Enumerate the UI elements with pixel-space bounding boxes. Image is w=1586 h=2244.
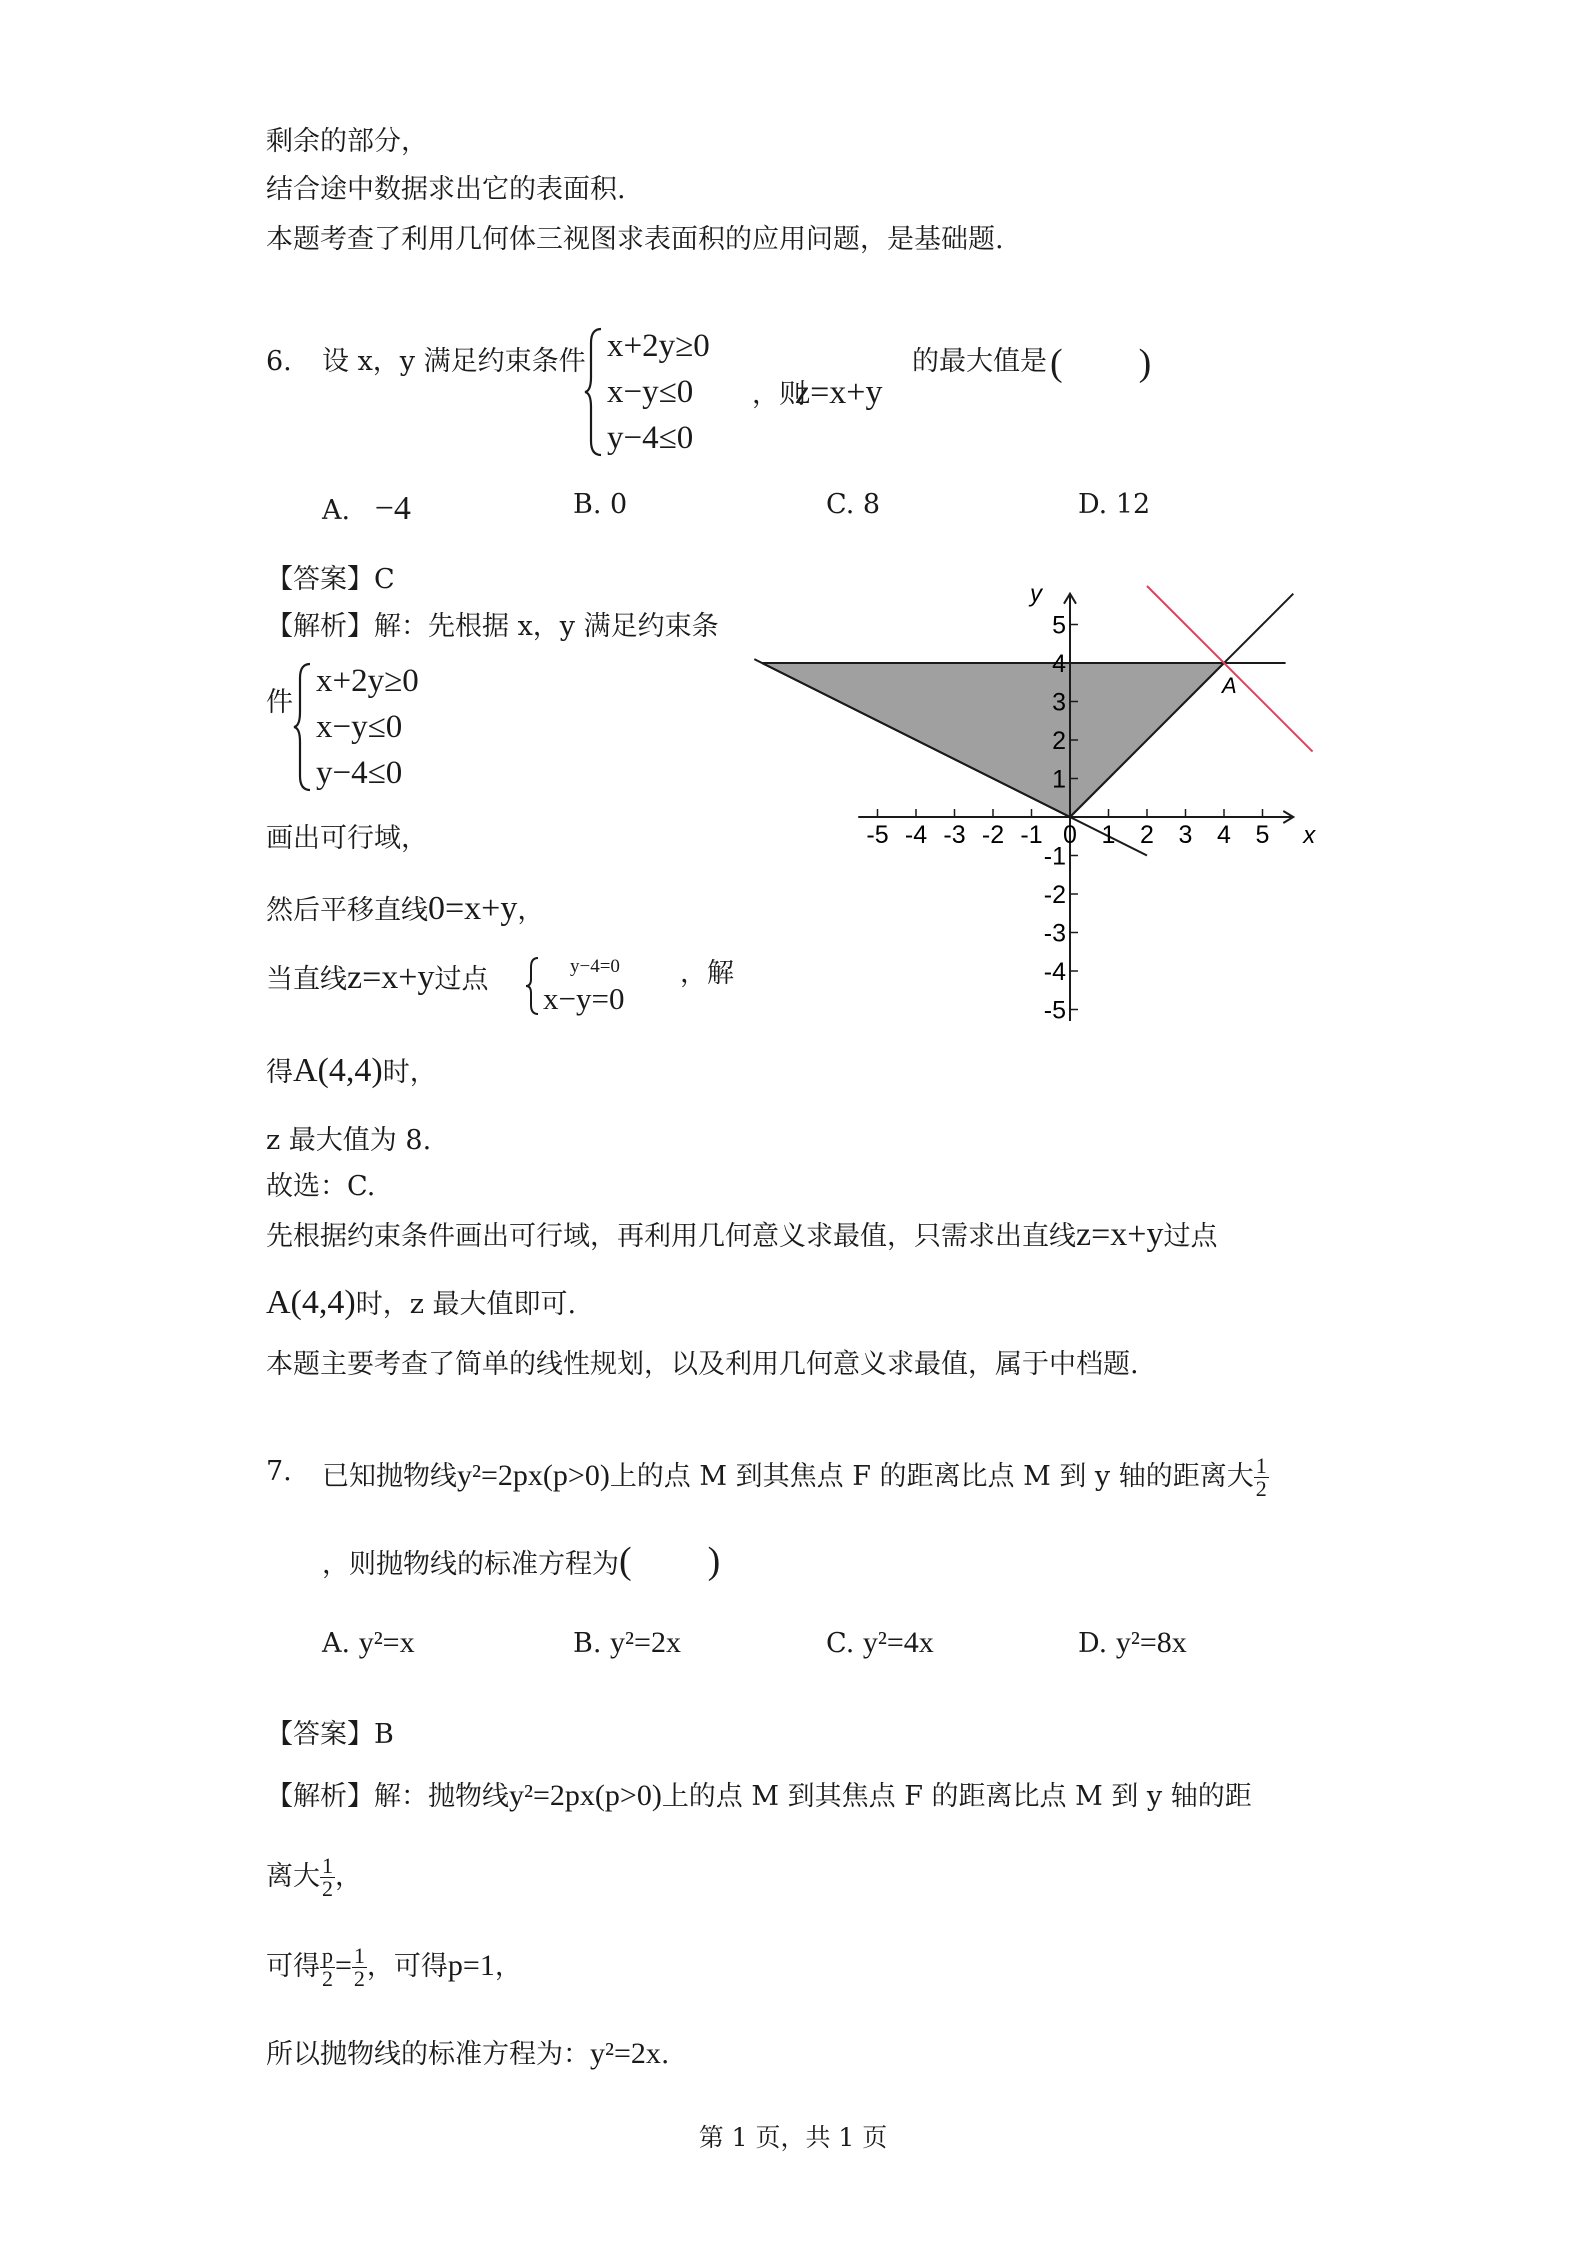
q6-option-a — [322, 488, 411, 531]
q7-analysis-fraction — [320, 1855, 335, 1900]
q7-option-c — [826, 1624, 934, 1662]
q6-step-pass-prefix: 当直线 — [266, 964, 347, 995]
q7-derive-half-num: 1 — [353, 1943, 365, 1968]
x-tick-label: -5 — [866, 821, 889, 849]
q6-analysis-prefix: 【解析】解：先根据 x，y 满足约束条 — [266, 611, 719, 642]
q7-analysis-frac-num: 1 — [322, 1853, 333, 1878]
q6-step-shift-prefix: 然后平移直线 — [266, 895, 428, 926]
x-tick-label: 5 — [1255, 821, 1270, 849]
q6-number: 6. — [266, 346, 292, 377]
q6-option-d — [1078, 488, 1150, 522]
q6-option-b-letter: B. — [573, 489, 602, 520]
q6-constraint-system — [583, 325, 753, 460]
y-tick-label: -3 — [1043, 919, 1066, 948]
q6-constraint-1: x+2y≥0 — [607, 328, 710, 364]
q7-option-b — [573, 1624, 681, 1662]
q6-then-label: ，则 — [752, 379, 806, 410]
q6-option-d-value: 12 — [1115, 489, 1151, 520]
q7-option-d — [1078, 1624, 1187, 1662]
q6-point-system — [525, 955, 675, 1017]
q6-answer-paren: ( ) — [1050, 342, 1152, 384]
q7-derive-half-den: 2 — [353, 1966, 365, 1991]
q7-number: 7. — [266, 1456, 292, 1487]
q6-step-get-math: A(4,4) — [293, 1052, 383, 1089]
q6-objective: z=x+y — [795, 374, 883, 411]
q7-derive-math: p=1 — [447, 1949, 495, 1982]
q6-answer: 【答案】C — [266, 564, 395, 595]
q7-derive-mid: ，可得 — [366, 1951, 448, 1982]
figure-geometry — [754, 586, 1312, 1021]
q7-derive-frac-den: 2 — [322, 1966, 333, 1991]
q7-conclusion — [266, 2035, 670, 2073]
q7-option-c-letter: C. — [826, 1628, 855, 1659]
y-tick-label: 2 — [1052, 727, 1066, 755]
q7-answer: 【答案】B — [266, 1719, 394, 1750]
q6-result: z 最大值为 8. — [266, 1125, 432, 1156]
y-axis-label: y — [1030, 585, 1042, 608]
x-tick-label: 0 — [1063, 821, 1077, 849]
q6-analysis-cont: 件 — [266, 687, 293, 718]
q7-derive-fraction-half — [352, 1945, 367, 1990]
q6-analysis-constraint-3: y−4≤0 — [316, 755, 403, 791]
y-tick-label: -2 — [1043, 881, 1066, 909]
q6-option-c-letter: C. — [826, 489, 855, 520]
y-tick-label: -5 — [1043, 996, 1066, 1025]
intro-line-2: 结合途中数据求出它的表面积. — [266, 174, 626, 205]
x-tick-label: -1 — [1020, 821, 1043, 849]
q7-derive — [266, 1945, 522, 1990]
q6-stem-prefix: 设 x，y 满足约束条件 — [322, 346, 586, 377]
q7-derive-eq: = — [335, 1949, 352, 1982]
q7-frac-num: 1 — [1255, 1453, 1267, 1478]
q6-step-pass-math: z=x+y — [347, 959, 435, 996]
q7-analysis — [266, 1777, 1252, 1815]
intro-line-1: 剩余的部分， — [266, 126, 428, 157]
q7-answer-paren: ( ) — [619, 1540, 721, 1582]
q6-step-get — [266, 1050, 437, 1093]
q6-option-a-value: −4 — [374, 490, 411, 527]
q6-option-c-value: 8 — [862, 489, 881, 520]
q7-option-c-value: y²=4x — [862, 1626, 934, 1659]
q7-analysis-prefix: 【解析】解：抛物线 — [266, 1781, 509, 1812]
q7-option-a-letter: A. — [322, 1628, 351, 1659]
y-tick-label: 4 — [1052, 650, 1066, 678]
q7-analysis-line-2 — [266, 1855, 362, 1900]
x-axis-label: x — [1303, 822, 1316, 849]
q7-analysis-line2-end: ， — [335, 1861, 362, 1892]
q6-point-eq-2: x−y=0 — [543, 981, 625, 1016]
q6-summary2-math: A(4,4) — [266, 1284, 356, 1321]
q7-analysis-frac-den: 2 — [322, 1876, 333, 1901]
q7-conclusion-math: y²=2x — [590, 2037, 661, 2070]
q6-option-a-letter: A. — [322, 495, 351, 526]
q7-option-d-value: y²=8x — [1115, 1626, 1187, 1659]
q6-analysis-constraint-2: x−y≤0 — [316, 709, 403, 745]
q6-step-pass-suffix: ，解 — [680, 958, 734, 989]
q7-fraction-half — [1254, 1455, 1269, 1500]
q6-option-c — [826, 488, 880, 522]
x-tick-label: 3 — [1178, 821, 1193, 849]
q6-comment: 本题主要考查了简单的线性规划，以及利用几何意义求最值，属于中档题. — [266, 1349, 1139, 1380]
q6-step-shift — [266, 888, 544, 931]
q7-conclusion-end: . — [660, 2039, 670, 2070]
q7-stem-line-2 — [322, 1538, 720, 1586]
q6-summary-2 — [266, 1282, 576, 1325]
y-tick-label: 5 — [1052, 611, 1066, 640]
q7-analysis-line2-text: 离大 — [266, 1861, 320, 1892]
q7-option-b-value: y²=2x — [610, 1626, 681, 1659]
intro-line-3: 本题考查了利用几何体三视图求表面积的应用问题，是基础题. — [266, 224, 1004, 255]
y-tick-label: 3 — [1052, 688, 1066, 717]
q7-derive-fraction-p — [320, 1945, 335, 1990]
q7-stem — [322, 1455, 1269, 1500]
q6-point-eq-1: y−4=0 — [570, 956, 620, 977]
left-brace-icon — [583, 325, 605, 460]
q6-summary2-suffix: 时，z 最大值即可. — [355, 1289, 577, 1320]
x-tick-label: -3 — [943, 821, 966, 849]
q7-conclusion-prefix: 所以抛物线的标准方程为： — [266, 2039, 590, 2070]
q7-option-a — [322, 1624, 415, 1662]
y-tick-label: 1 — [1052, 765, 1066, 794]
q6-step-shift-suffix: ， — [517, 895, 545, 926]
q7-stem-mid: 上的点 M 到其焦点 F 的距离比点 M 到 y 轴的距离大 — [609, 1461, 1254, 1492]
x-tick-label: -2 — [981, 821, 1005, 849]
left-brace-icon — [292, 660, 314, 795]
q6-summary-math: z=x+y — [1076, 1216, 1164, 1253]
q6-analysis-constraint-1: x+2y≥0 — [316, 663, 419, 699]
q7-frac-den: 2 — [1255, 1476, 1267, 1501]
q6-constraint-2: x−y≤0 — [607, 374, 694, 410]
q7-analysis-math: y²=2px(p>0) — [509, 1779, 662, 1812]
page-footer: 第 1 页，共 1 页 — [698, 2123, 888, 2152]
q6-step-region: 画出可行域， — [266, 823, 428, 854]
x-tick-label: 2 — [1140, 821, 1154, 849]
point-a-label: A — [1222, 673, 1237, 698]
q6-step-get-suffix: 时， — [382, 1057, 437, 1088]
q6-analysis-constraints — [292, 660, 462, 795]
q6-option-b — [573, 488, 627, 522]
q6-summary-suffix: 过点 — [1163, 1221, 1218, 1252]
q7-stem-prefix: 已知抛物线 — [322, 1461, 457, 1492]
left-brace-icon — [525, 955, 541, 1017]
q6-constraint-3: y−4≤0 — [607, 420, 694, 456]
q6-step-get-prefix: 得 — [266, 1057, 293, 1088]
q7-derive-frac-num: p — [322, 1943, 333, 1968]
x-tick-label: 1 — [1101, 821, 1116, 849]
q6-step-pass-mid: 过点 — [434, 964, 489, 995]
feasible-region-figure — [740, 585, 1340, 1030]
q7-option-d-letter: D. — [1078, 1628, 1108, 1659]
q6-step-shift-math: 0=x+y — [428, 890, 518, 927]
q6-option-d-letter: D. — [1078, 489, 1108, 520]
q7-option-b-letter: B. — [573, 1628, 602, 1659]
q7-derive-prefix: 可得 — [266, 1951, 320, 1982]
q6-step-pass — [266, 957, 488, 1000]
x-tick-label: 4 — [1217, 821, 1231, 849]
q7-analysis-suffix: 上的点 M 到其焦点 F 的距离比点 M 到 y 轴的距 — [661, 1781, 1252, 1812]
q7-parabola: y²=2px(p>0) — [457, 1459, 610, 1492]
q6-summary — [266, 1214, 1217, 1257]
q6-stem-suffix: 的最大值是 — [912, 346, 1047, 377]
q7-derive-end: ， — [494, 1951, 522, 1982]
x-tick-label: -4 — [904, 821, 928, 849]
feasible-region — [762, 663, 1224, 817]
q7-option-a-value: y²=x — [358, 1626, 415, 1659]
y-tick-label: -4 — [1043, 958, 1066, 986]
q6-choice: 故选：C. — [266, 1171, 376, 1202]
q6-summary-prefix: 先根据约束条件画出可行域，再利用几何意义求最值，只需求出直线 — [266, 1221, 1076, 1252]
q6-option-b-value: 0 — [610, 489, 628, 520]
q7-stem-line2-text: ，则抛物线的标准方程为 — [322, 1549, 619, 1580]
y-tick-label: -1 — [1043, 842, 1066, 871]
